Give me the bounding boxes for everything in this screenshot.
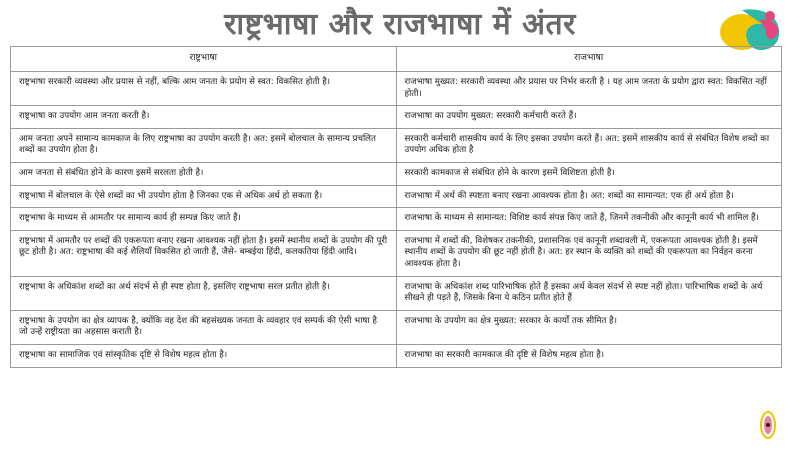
table-row (11, 344, 782, 367)
table-row (11, 72, 782, 106)
cell-rajbhasha: राजभाषा के माध्यम से सामान्यत: विशिष्ट कार्य संपन्न किए जाते हैं, जिनमें तकनीकी और कानूनी कार्य भी शामिल हैं। (396, 208, 782, 231)
comparison-table (10, 46, 782, 368)
cell-rashtrabhasha: राष्ट्रभाषा सरकारी व्यवस्था और प्रयास से नहीं, बल्कि आम जनता के प्रयोग से स्वत: विकसित होती है। (11, 72, 397, 106)
cell-rashtrabhasha: राष्ट्रभाषा के अधिकांश शब्दों का अर्थ संदर्भ से ही स्पष्ट होता है, इसलिए राष्ट्रभाषा सरल प्रतीत होती है। (11, 276, 397, 310)
cell-rashtrabhasha: आम जनता से संबंधित होने के कारण इसमें सरलता होती है। (11, 162, 397, 185)
table-row (11, 128, 782, 162)
cell-rajbhasha: राजभाषा का उपयोग मुख्यत: सरकारी कर्मचारी करते हैं। (396, 106, 782, 129)
page-title: राष्ट्रभाषा और राजभाषा में अंतर (224, 7, 576, 42)
cell-rajbhasha: राजभाषा का सरकारी कामकाज की दृष्टि से विशेष महत्व होता है। (396, 344, 782, 367)
cell-rashtrabhasha: राष्ट्रभाषा के उपयोग का क्षेत्र व्यापक है, क्योंकि वह देश की बहसंख्यक जनता के व्यवहार एवं सम्पर्क की ऐसी भाषा है जो उन्हें राष्ट्रीयता का अहसास कराती है। (11, 310, 397, 344)
cell-rajbhasha: राजभाषा के उपयोग का क्षेत्र मुख्यत: सरकार के कार्यों तक सीमित है। (396, 310, 782, 344)
cell-rashtrabhasha: राष्ट्रभाषा के माध्यम से आमतौर पर सामान्य कार्य ही सम्पन्न किए जाते हैं। (11, 208, 397, 231)
table-row (11, 310, 782, 344)
cell-rajbhasha: राजभाषा मुख्यत: सरकारी व्यवस्था और प्रयास पर निर्भर करती है । यह आम जनता के प्रयोग द्वारा स्वत: विकसित नहीं होती। (396, 72, 782, 106)
comparison-table-container (10, 46, 782, 446)
cell-rajbhasha: राजभाषा में अर्थ की स्पष्टता बनाए रखना आवश्यक होता है। अत: शब्दों का सामान्यत: एक ही अर्थ होता है। (396, 185, 782, 208)
header-rashtrabhasha: राष्ट्रभाषा (11, 47, 397, 72)
cell-rashtrabhasha: राष्ट्रभाषा में बोलचाल के ऐसे शब्दों का भी उपयोग होता है जिनका एक से अधिक अर्थ हो सकता है। (11, 185, 397, 208)
cell-rashtrabhasha: राष्ट्रभाषा का उपयोग आम जनता करती है। (11, 106, 397, 129)
circle-emblem-icon (758, 408, 778, 442)
table-row (11, 208, 782, 231)
cell-rashtrabhasha: राष्ट्रभाषा में आमतौर पर शब्दों की एकरूपता बनाए रखना आवश्यक नहीं होता है। इसमें स्थानीय शब्दों के उपयोग की पूरी छूट होती है। अत: राष्ट्रभाषा की कई शैलियाँ विकसित हो जाती हैं, जैसे- बम्बईया हिंदी, कलकतिया हिंदी आदि। (11, 230, 397, 276)
cell-rajbhasha: राजभाषा में शब्दों की, विशेषकर तकनीकी, प्रशासनिक एवं कानूनी शब्दावली में, एकरूपता आवश्यक होती है। इसमें स्थानीय शब्दों के उपयोग की छूट नहीं होती है। अत: हर स्थान के व्यक्ति को शब्दों की एकरूपता का निर्वहन करना आवश्यक होता है। (396, 230, 782, 276)
table-row (11, 276, 782, 310)
cell-rashtrabhasha: राष्ट्रभाषा का सामाजिक एवं सांस्कृतिक दृष्टि से विशेष महत्व होता है। (11, 344, 397, 367)
table-header-row (11, 47, 782, 72)
table-row (11, 162, 782, 185)
title-bar (0, 0, 800, 44)
cell-rajbhasha: सरकारी कामकाज से संबंधित होने के कारण इसमें विशिष्टता होती है। (396, 162, 782, 185)
table-row (11, 185, 782, 208)
table-row (11, 230, 782, 276)
cell-rashtrabhasha: आम जनता अपने सामान्य कामकाज के लिए राष्ट्रभाषा का उपयोग करती है। अत: इसमें बोलचाल के सामान्य प्रचलित शब्दों का उपयोग होता है। (11, 128, 397, 162)
header-rajbhasha: राजभाषा (396, 47, 782, 72)
cell-rajbhasha: सरकारी कर्मचारी शासकीय कार्य के लिए इसका उपयोग करते हैं। अत: इसमें शासकीय कार्य से संबंधित विशेष शब्दों का उपयोग अधिक होता है (396, 128, 782, 162)
cell-rajbhasha: राजभाषा के अधिकांश शब्द पारिभाषिक होते हैं इसका अर्थ केवल संदर्भ से स्पष्ट नहीं होता। पारिभाषिक शब्दों के अर्थ सीखने ही पड़ते हैं, जिसके बिना ये कठिन प्रतीत होते हैं (396, 276, 782, 310)
table-row (11, 106, 782, 129)
